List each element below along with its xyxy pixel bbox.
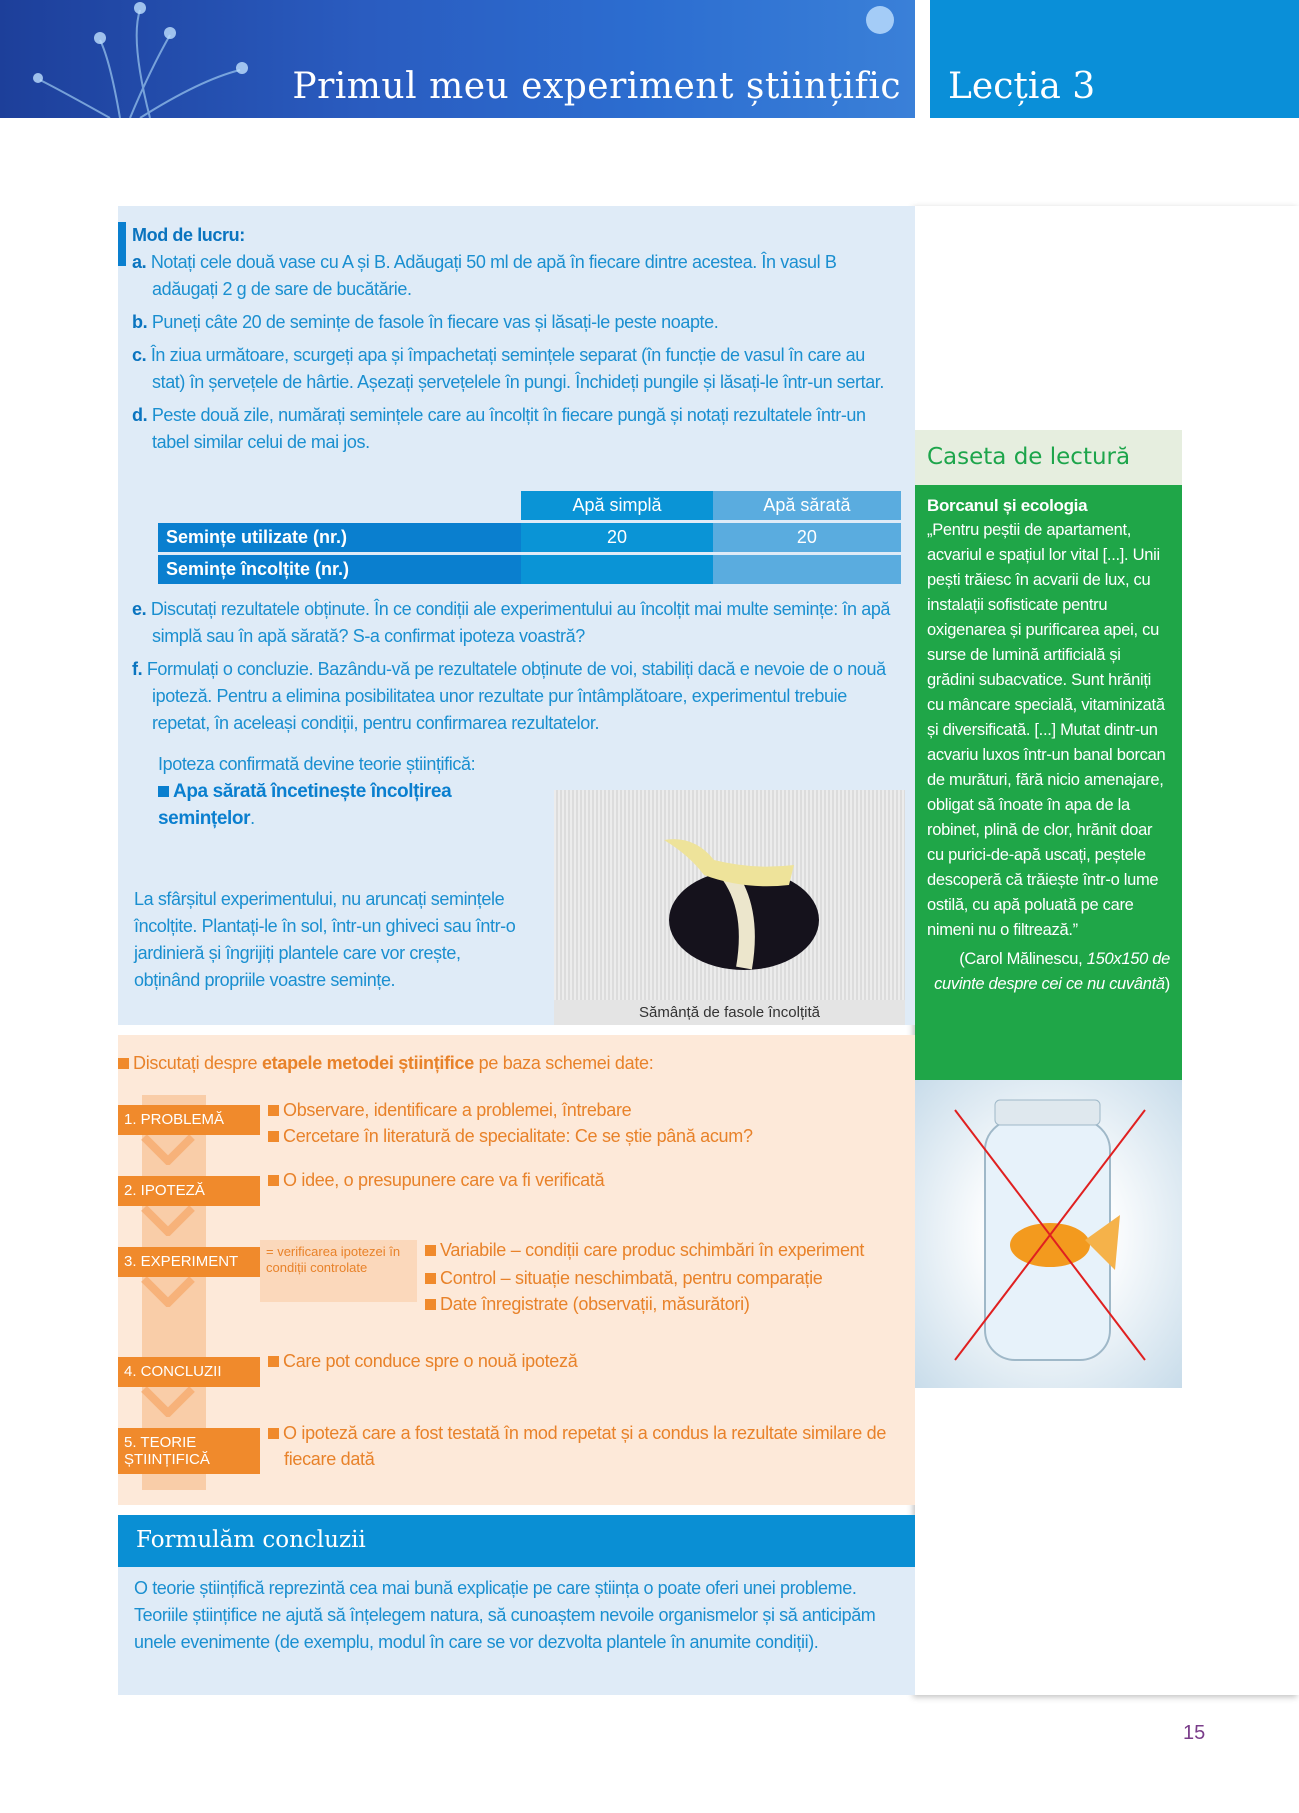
procedure-item — [132, 342, 902, 396]
reading-box-subtitle: Borcanul și ecologia — [927, 496, 1088, 515]
step-theory: 5. TEORIE ȘTIINȚIFICĂ — [118, 1428, 260, 1474]
photo-caption: Sămânță de fasole încolțită — [554, 1000, 905, 1025]
table-cell: 20 — [521, 523, 713, 552]
item-text: În ziua următoare, scurgeți apa și împachetați semințele separat (în funcție de vasul în care au stat) în șervețele de hârtie. Așezați șervețelele în pungi. Închideți pungile și lăsați-le într-un sertar. — [150, 345, 885, 392]
hypothesis-note: O idee, o presupunere care va fi verificată — [268, 1167, 604, 1193]
conclusions-text — [118, 1567, 915, 1695]
hypothesis-block — [158, 751, 518, 832]
chevron-down-icon — [140, 1277, 196, 1307]
column-header: Apă sărată — [713, 491, 901, 520]
method-intro: Discutați despre etapele metodei științifice pe baza schemei date: — [118, 1050, 653, 1076]
hypothesis-intro: Ipoteza confirmată devine teorie științifică: — [158, 754, 476, 774]
header-banner — [0, 0, 915, 118]
item-letter: f. — [132, 659, 143, 679]
row-label: Semințe utilizate (nr.) — [158, 523, 521, 552]
procedure-item — [132, 309, 902, 336]
item-letter: e. — [132, 599, 147, 619]
reading-box-title: Caseta de lectură — [915, 430, 1182, 485]
table-row — [158, 555, 901, 584]
fish-jar-image — [915, 1080, 1182, 1388]
chevron-down-icon — [140, 1135, 196, 1165]
column-header: Apă simplă — [521, 491, 713, 520]
step-hypothesis: 2. IPOTEZĂ — [118, 1176, 260, 1206]
procedure-item — [132, 402, 902, 456]
table-cell — [521, 555, 713, 584]
item-letter: d. — [132, 405, 148, 425]
theory-note: O ipoteză care a fost testată în mod repetat și a condus la rezultate similare de fiecare dată — [268, 1420, 908, 1472]
bullet-icon — [158, 786, 169, 797]
item-text: Discutați rezultatele obținute. În ce condiții ale experimentului au încolțit mai multe semințe: în apă simplă sau în apă sărată? S-a confirmat ipoteza voastră? — [150, 599, 891, 646]
lesson-label: Lecția 3 — [948, 66, 1096, 107]
conclusions-paragraph: O teorie științifică reprezintă cea mai bună explicație pe care știința o poate oferi unei probleme. Teoriile științifice ne ajută să înțelegem natura, să cunoaștem nevoile organismelor și să anticipăm unele evenimente (de exemplu, modul în care se vor dezvolta plantele în anumite condiții). — [134, 1578, 876, 1652]
heading-accent-bar — [118, 222, 126, 266]
problem-notes: Observare, identificare a problemei, întrebare Cercetare în literatură de specialitate: Ce se știe până acum? — [268, 1097, 753, 1149]
sprouted-bean-photo — [554, 790, 905, 1000]
hypothesis-end: . — [250, 808, 255, 828]
item-text: Notați cele două vase cu A și B. Adăugați 50 ml de apă în fiecare dintre acestea. În vasul B adăugați 2 g de sare de bucătărie. — [150, 252, 837, 299]
results-table — [158, 488, 901, 587]
procedure-steps-continued — [132, 596, 902, 743]
page-title: Primul meu experiment științific — [292, 66, 901, 107]
item-letter: c. — [132, 345, 147, 365]
experiment-definition: = verificarea ipotezei în condiții controlate — [260, 1240, 417, 1302]
reading-box-source: (Carol Mălinescu, 150x150 de cuvinte despre cei ce nu cuvântă) — [934, 950, 1170, 993]
experiment-notes: Variabile – condiții care produc schimbări în experiment Control – situație neschimbată, pentru comparație Date înregistrate (observații, măsurători) — [425, 1237, 905, 1317]
row-label: Semințe încolțite (nr.) — [158, 555, 521, 584]
item-letter: a. — [132, 252, 147, 272]
bullet-icon — [118, 1058, 129, 1069]
procedure-steps — [132, 222, 902, 462]
item-text: Formulați o concluzie. Bazându-vă pe rezultatele obținute de voi, stabiliți dacă e nevoie de o nouă ipoteză. Pentru a elimina posibilitatea unor rezultate pur întâmplătoare, experimentul trebuie repetat, în aceleași condiții, pentru confirmarea rezultatelor. — [146, 659, 886, 733]
chevron-down-icon — [140, 1387, 196, 1417]
closing-text: La sfârșitul experimentului, nu aruncați semințele încolțite. Plantați-le în sol, într-un ghiveci sau într-o jardinieră și îngrijiți plantele care vor crește, obținând propriile voastre semințe. — [134, 889, 516, 990]
reading-box — [915, 485, 1182, 1080]
conclusions-note: Care pot conduce spre o nouă ipoteză — [268, 1348, 577, 1374]
step-conclusions: 4. CONCLUZII — [118, 1357, 260, 1387]
item-letter: b. — [132, 312, 148, 332]
procedure-heading: Mod de lucru: — [132, 225, 245, 245]
reading-box-text: „Pentru peștii de apartament, acvariul e spațiul lor vital [...]. Unii pești trăiesc în acvarii de lux, cu instalații sofisticate pentru oxigenarea și purificarea apei, cu surse de lumină artificială și grădini subacvatice. Sunt hrăniți cu mâncare specială, vitaminizată și diversificată. [...] Mutat dintr-un acvariu luxos într-un banal borcan de murături, fără nicio amenajare, obligat să înoate în apa de la robinet, plină de clor, hrănit doar cu purici-de-apă uscați, peștele descoperă că trăiește într-o lume ostilă, cu apă poluată pe care nimeni nu o filtrează.” — [927, 521, 1166, 939]
step-problem: 1. PROBLEMĂ — [118, 1105, 260, 1135]
procedure-item — [132, 596, 902, 650]
step-experiment: 3. EXPERIMENT — [118, 1247, 260, 1277]
chevron-down-icon — [140, 1206, 196, 1236]
procedure-box — [118, 206, 915, 1025]
hypothesis-statement: Apa sărată încetinește încolțirea semințelor — [158, 781, 452, 829]
table-cell — [713, 555, 901, 584]
item-text: Puneți câte 20 de semințe de fasole în fiecare vas și lăsați-le peste noapte. — [151, 312, 719, 332]
scientific-method-box — [118, 1035, 915, 1505]
page-number: 15 — [1183, 1722, 1206, 1744]
table-row — [158, 523, 901, 552]
item-text: Peste două zile, numărați semințele care au încolțit în fiecare pungă și notați rezultatele într-un tabel similar celui de mai jos. — [151, 405, 866, 452]
table-cell: 20 — [713, 523, 901, 552]
lesson-badge — [930, 0, 1299, 118]
procedure-item — [132, 249, 902, 303]
conclusions-title: Formulăm concluzii — [118, 1515, 915, 1567]
procedure-item — [132, 656, 902, 737]
